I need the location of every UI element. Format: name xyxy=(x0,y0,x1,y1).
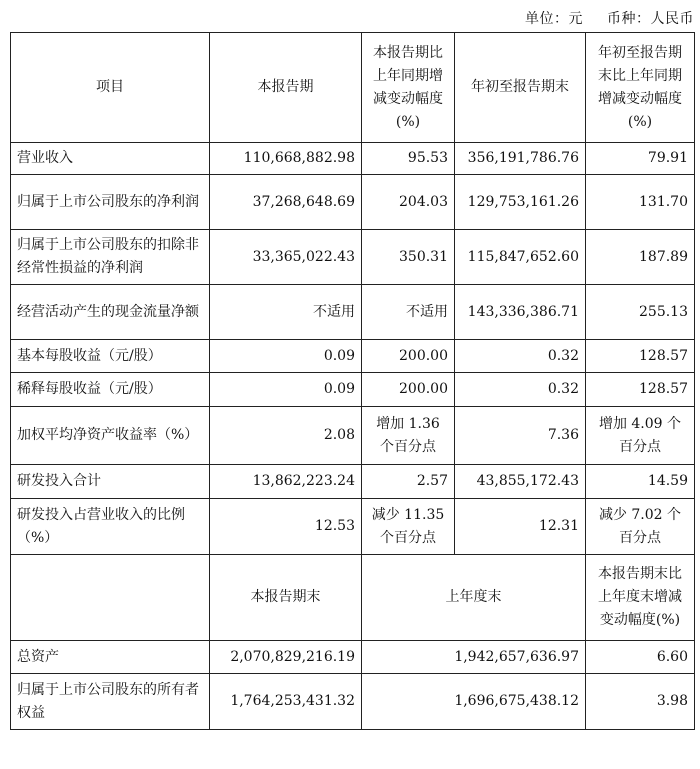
row-current-change: 350.31 xyxy=(362,230,455,285)
row-current-change: 200.00 xyxy=(362,373,455,407)
row-ytd-change: 增加 4.09 个百分点 xyxy=(586,407,695,465)
currency-label: 币种：人民币 xyxy=(607,11,694,27)
row-ytd-change: 14.59 xyxy=(586,465,695,499)
table-row xyxy=(11,407,695,465)
row-ytd: 129,753,161.26 xyxy=(455,175,586,230)
row-ytd: 43,855,172.43 xyxy=(455,465,586,499)
table-row xyxy=(11,499,695,555)
table-row xyxy=(11,641,695,674)
row-current: 2.08 xyxy=(210,407,362,465)
table-header-row-2 xyxy=(11,555,695,641)
row-current-change: 减少 11.35 个百分点 xyxy=(362,499,455,555)
row-current: 110,668,882.98 xyxy=(210,143,362,175)
header2-change: 本报告期末比上年度末增减变动幅度(%) xyxy=(586,555,695,641)
header2-empty xyxy=(11,555,210,641)
header2-last-year-end: 上年度末 xyxy=(362,555,586,641)
row-current: 0.09 xyxy=(210,340,362,373)
row-current-change: 增加 1.36 个百分点 xyxy=(362,407,455,465)
header-ytd-change: 年初至报告期末比上年同期增减变动幅度(%) xyxy=(586,33,695,143)
row-item: 归属于上市公司股东的扣除非经常性损益的净利润 xyxy=(11,230,210,285)
row-ytd: 0.32 xyxy=(455,340,586,373)
table-row xyxy=(11,465,695,499)
row2-period-end: 2,070,829,216.19 xyxy=(210,641,362,674)
table-row xyxy=(11,175,695,230)
row2-last-year-end: 1,696,675,438.12 xyxy=(362,674,586,730)
row-ytd: 115,847,652.60 xyxy=(455,230,586,285)
row2-item: 总资产 xyxy=(11,641,210,674)
row-ytd-change: 187.89 xyxy=(586,230,695,285)
row-ytd: 0.32 xyxy=(455,373,586,407)
row2-period-end: 1,764,253,431.32 xyxy=(210,674,362,730)
header-current-change: 本报告期比上年同期增减变动幅度(%) xyxy=(362,33,455,143)
row-current-change: 200.00 xyxy=(362,340,455,373)
unit-label: 单位：元 xyxy=(525,11,583,27)
row-current-change: 不适用 xyxy=(362,285,455,340)
row-current-change: 95.53 xyxy=(362,143,455,175)
row-current: 不适用 xyxy=(210,285,362,340)
row-item: 研发投入合计 xyxy=(11,465,210,499)
row-ytd-change: 79.91 xyxy=(586,143,695,175)
header-ytd: 年初至报告期末 xyxy=(455,33,586,143)
row-item: 研发投入占营业收入的比例（%） xyxy=(11,499,210,555)
row-item: 加权平均净资产收益率（%） xyxy=(11,407,210,465)
table-row xyxy=(11,285,695,340)
row-current: 37,268,648.69 xyxy=(210,175,362,230)
header-item: 项目 xyxy=(11,33,210,143)
header-current-period: 本报告期 xyxy=(210,33,362,143)
row-item: 归属于上市公司股东的净利润 xyxy=(11,175,210,230)
row-ytd-change: 128.57 xyxy=(586,373,695,407)
row-ytd: 12.31 xyxy=(455,499,586,555)
row-ytd-change: 减少 7.02 个百分点 xyxy=(586,499,695,555)
row2-change: 3.98 xyxy=(586,674,695,730)
row-current-change: 204.03 xyxy=(362,175,455,230)
table-row xyxy=(11,674,695,730)
row-current: 33,365,022.43 xyxy=(210,230,362,285)
row-current: 13,862,223.24 xyxy=(210,465,362,499)
table-row xyxy=(11,340,695,373)
header2-period-end: 本报告期末 xyxy=(210,555,362,641)
row2-change: 6.60 xyxy=(586,641,695,674)
row-current-change: 2.57 xyxy=(362,465,455,499)
row-item: 经营活动产生的现金流量净额 xyxy=(11,285,210,340)
table-row xyxy=(11,230,695,285)
row-item: 营业收入 xyxy=(11,143,210,175)
financial-table xyxy=(10,32,695,730)
row-current: 12.53 xyxy=(210,499,362,555)
row2-item: 归属于上市公司股东的所有者权益 xyxy=(11,674,210,730)
table-header-row xyxy=(11,33,695,143)
row-item: 基本每股收益（元/股） xyxy=(11,340,210,373)
row-ytd-change: 255.13 xyxy=(586,285,695,340)
unit-line xyxy=(521,8,694,28)
row-current: 0.09 xyxy=(210,373,362,407)
table-row xyxy=(11,373,695,407)
row-ytd: 7.36 xyxy=(455,407,586,465)
table-row xyxy=(11,143,695,175)
row-ytd-change: 131.70 xyxy=(586,175,695,230)
row-item: 稀释每股收益（元/股） xyxy=(11,373,210,407)
row-ytd-change: 128.57 xyxy=(586,340,695,373)
row-ytd: 356,191,786.76 xyxy=(455,143,586,175)
row2-last-year-end: 1,942,657,636.97 xyxy=(362,641,586,674)
row-ytd: 143,336,386.71 xyxy=(455,285,586,340)
